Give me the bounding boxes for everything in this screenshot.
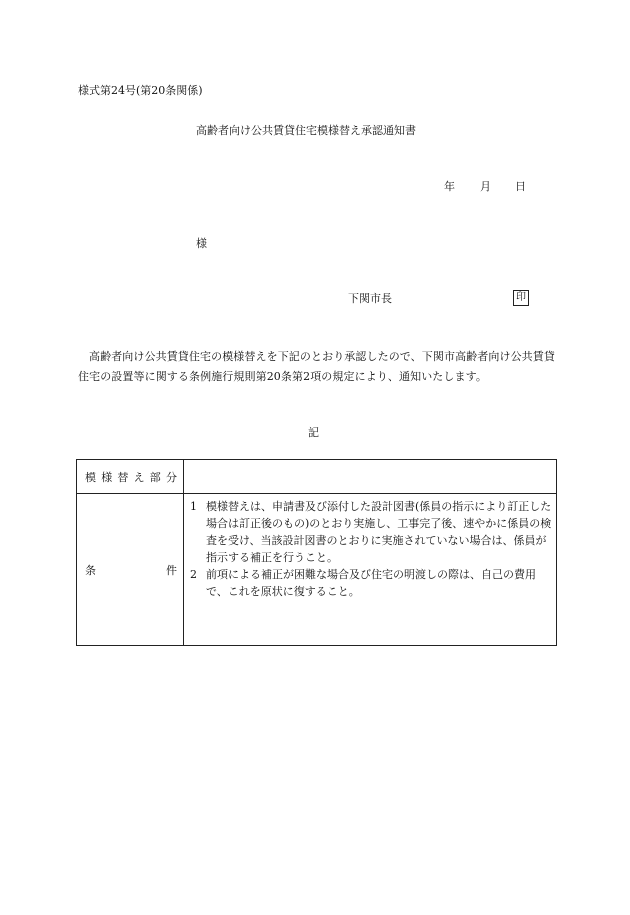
label-char: 部 xyxy=(149,470,161,484)
condition-number: 1 xyxy=(190,500,197,513)
label-char: 条 xyxy=(85,563,96,577)
ki-heading: 記 xyxy=(308,426,319,439)
table-row-conditions xyxy=(77,494,557,646)
details-table xyxy=(76,459,557,646)
addressee-suffix: 様 xyxy=(196,237,207,250)
condition-number: 2 xyxy=(190,568,197,581)
label-char: え xyxy=(133,470,145,484)
condition-item xyxy=(190,498,552,566)
label-char: 分 xyxy=(165,470,177,484)
conditions-label xyxy=(77,562,183,578)
date-day-label: 日 xyxy=(515,180,526,193)
document-title: 高齢者向け公共賃貸住宅模様替え承認通知書 xyxy=(196,124,416,137)
label-char: 件 xyxy=(166,563,177,577)
condition-item xyxy=(190,566,552,600)
form-number: 様式第24号(第20条関係) xyxy=(78,84,203,97)
renovation-part-value-cell xyxy=(184,460,557,494)
seal-stamp-box: 印 xyxy=(513,290,529,306)
label-char: 様 xyxy=(101,470,113,484)
label-char: 模 xyxy=(85,470,96,484)
renovation-part-label xyxy=(77,469,183,485)
date-month-label: 月 xyxy=(480,180,491,193)
issuer-name: 下関市長 xyxy=(348,292,392,305)
body-paragraph: 高齢者向け公共賃貸住宅の模様替えを下記のとおり承認したので、下関市高齢者向け公共賃貸住宅の設置等に関する条例施行規則第20条第2項の規定により、通知いたします。 xyxy=(78,350,555,383)
table-row-renovation-part xyxy=(77,460,557,494)
date-year-label: 年 xyxy=(444,180,455,193)
renovation-part-label-cell xyxy=(77,460,184,494)
label-char: 替 xyxy=(117,470,129,484)
condition-text: 前項による補正が困難な場合及び住宅の明渡しの際は、自己の費用で、これを原状に復すること。 xyxy=(206,568,536,598)
conditions-label-cell xyxy=(77,494,184,646)
condition-text: 模様替えは、申請書及び添付した設計図書(係員の指示により訂正した場合は訂正後のもの)のとおり実施し、工事完了後、速やかに係員の検査を受け、当該設計図書のとおりに実施されていない場合は、係員が指示する補正を行うこと。 xyxy=(206,500,552,564)
conditions-value-cell xyxy=(184,494,557,646)
